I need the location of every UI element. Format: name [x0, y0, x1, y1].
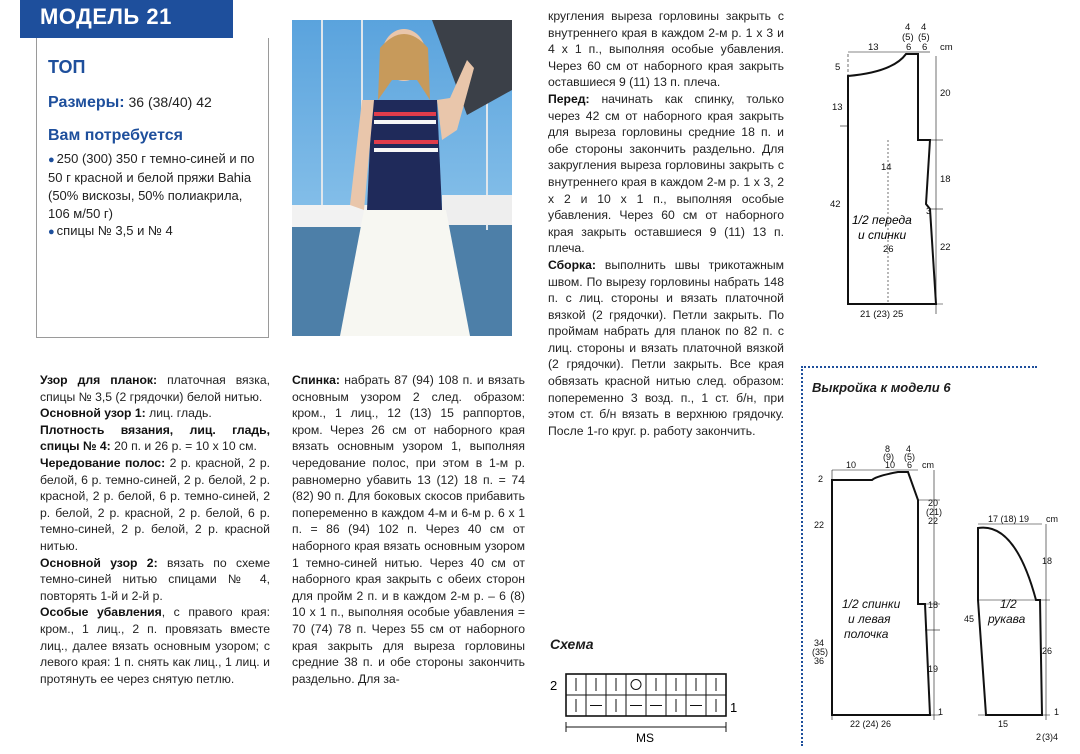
svg-text:13: 13 [868, 42, 879, 53]
svg-text:6: 6 [906, 42, 912, 53]
svg-text:14: 14 [881, 162, 892, 173]
svg-text:(21): (21) [926, 507, 943, 517]
schema-title: Схема [550, 636, 594, 652]
svg-text:19: 19 [928, 664, 939, 674]
paragraph: Основной узор 2: вязать по схеме темно-синей нитью спицами № 4, повторять 1-й и 2-й р. [40, 555, 270, 603]
svg-text:10: 10 [885, 460, 896, 470]
pattern6-title: Выкройка к модели 6 [812, 380, 951, 395]
svg-text:22 (24) 26: 22 (24) 26 [850, 719, 892, 729]
left-text-column [40, 372, 270, 687]
right-text-column [548, 8, 784, 439]
svg-text:21 (23) 25: 21 (23) 25 [860, 309, 904, 320]
svg-text:4: 4 [905, 22, 911, 33]
material-item: ● спицы № 3,5 и № 4 [48, 223, 173, 238]
svg-text:(5): (5) [902, 32, 914, 43]
svg-text:1/2 переда: 1/2 переда [852, 213, 912, 227]
svg-text:(35): (35) [812, 647, 829, 657]
svg-text:рукава: рукава [988, 612, 1026, 626]
svg-text:(5): (5) [918, 32, 930, 43]
svg-text:36: 36 [814, 656, 825, 666]
svg-text:26: 26 [1042, 646, 1053, 656]
paragraph: Особые убавления, с правого края: кром., 1 лиц., 2 п. провязать вместе лиц., далее вязать основным узором; с левого края: 1 п. снять как лиц., 1 лиц. и протянуть ее через снятую петлю. [40, 605, 270, 686]
svg-text:18: 18 [928, 600, 939, 610]
svg-text:2: 2 [1036, 732, 1042, 742]
row-label: 1 [730, 700, 738, 715]
sizes-label: Размеры: [48, 94, 125, 111]
svg-text:22: 22 [940, 242, 951, 253]
svg-text:(9): (9) [883, 452, 894, 462]
separator [801, 366, 1037, 368]
pattern-diagram-model6 [810, 440, 1070, 752]
paragraph: Узор для планок: платочная вязка, спицы № 3,5 (2 грядочки) белой нитью. [40, 373, 270, 404]
svg-text:13: 13 [832, 102, 843, 113]
svg-text:(5): (5) [904, 452, 915, 462]
pattern-outline [848, 54, 936, 304]
svg-text:18: 18 [940, 174, 951, 185]
model-title: МОДЕЛЬ 21 [40, 4, 172, 29]
paragraph: Основной узор 1: лиц. гладь. [40, 406, 212, 421]
svg-text:1/2: 1/2 [1000, 597, 1017, 611]
svg-text:26: 26 [883, 244, 894, 255]
paragraph: Перед: начинать как спинку, только через 42 см от наборного края закрыть для выреза горловины средние 18 п. и обе стороны закончить раздельно. Для закругления выреза горловины закрыть с внутреннего края в каждом 2-м р. 1 х 3, 2 х 2 и 10 х 1 п., выполняя особые убавления. Через 60 см от наборного края закрыть оставшиеся 9 (11) 13 п. плеча. [548, 91, 784, 256]
svg-text:4: 4 [1053, 732, 1059, 742]
paragraph: Чередование полос: 2 р. красной, 2 р. белой, 6 р. темно-синей, 2 р. белой, 2 р. красной, 2 р. белой, 6 р. темно-синей, 2 р. белой, 2 р. красной, 2 р. белой, 6 р. темно-синей, 2 р. белой, 2 р. красной нитью. [40, 455, 271, 553]
svg-text:3: 3 [926, 206, 932, 217]
svg-text:и спинки: и спинки [858, 228, 907, 242]
svg-text:17 (18) 19: 17 (18) 19 [988, 514, 1030, 524]
svg-text:42: 42 [830, 199, 841, 210]
row-label: 2 [550, 678, 558, 693]
middle-text-column [292, 372, 525, 687]
svg-text:4: 4 [906, 444, 912, 454]
svg-text:22: 22 [814, 520, 825, 530]
photo-illustration [292, 20, 512, 336]
item-title: ТОП [48, 57, 86, 77]
material-item: ● 250 (300) 350 г темно-синей и по 50 г красной и белой пряжи Bahia (50% вискозы, 50% полиакрила, 106 м/50 г) [48, 151, 255, 221]
sizes-line [48, 94, 212, 112]
model-photo [292, 20, 512, 336]
svg-text:cm: cm [922, 460, 934, 470]
svg-text:и левая: и левая [848, 612, 891, 626]
svg-text:5: 5 [835, 62, 841, 73]
materials-heading: Вам потребуется [48, 127, 183, 144]
svg-text:2: 2 [818, 474, 824, 484]
svg-text:20: 20 [940, 88, 951, 99]
knitting-chart [548, 660, 748, 750]
svg-text:15: 15 [998, 719, 1009, 729]
separator [801, 366, 803, 746]
svg-text:1: 1 [1054, 707, 1060, 717]
paragraph: кругления выреза горловины закрыть с внутреннего края в каждом 2-м р. 1 х 3 и 4 х 1 п., выполняя особые убавления. Через 60 см от наборного края закрыть оставшиеся 9 (11) 13 п. плеча. [548, 9, 784, 90]
svg-text:4: 4 [921, 22, 927, 33]
svg-text:полочка: полочка [844, 627, 889, 641]
svg-text:45: 45 [964, 614, 975, 624]
chart-grid [566, 674, 726, 732]
svg-text:cm: cm [940, 42, 953, 53]
paragraph: Плотность вязания, лиц. гладь, спицы № 4: 20 п. и 26 р. = 10 х 10 см. [40, 422, 270, 454]
svg-text:20: 20 [928, 498, 939, 508]
svg-text:cm: cm [1046, 514, 1058, 524]
svg-text:1/2 спинки: 1/2 спинки [842, 597, 901, 611]
svg-text:6: 6 [922, 42, 928, 53]
svg-text:22: 22 [928, 516, 939, 526]
paragraph: Сборка: выполнить швы трикотажным швом. По вырезу горловины набрать 148 п. с лиц. стороны и вязать платочной вязкой (2 грядочки). Петли закрыть. По проймам набрать для планок по 82 п. с лиц. стороны и вязать платочной вязкой (2 грядочки). Петли закрыть. Все края обвязать красной нитью след. образом: попеременно 3 возд. п., 1 ст. б/н, при этом ст. б/н вязать в верхнюю грядочку. После 1-го круг. р. работу закончить. [548, 257, 784, 438]
svg-text:1: 1 [938, 707, 944, 717]
paragraph: Спинка: набрать 87 (94) 108 п. и вязать основным узором 2 след. образом: кром., 1 лиц., 12 (13) 15 раппортов, кром. Через 26 см от наборного края вязать основным узором 1, выполняя чередование полос, при этом в 1-м р. равномерно убавить 13 (12) 18 п. = 74 (82) 90 п. Для боковых скосов прибавить попеременно в каждом 4-м и 6-м р. 6 х 1 п. = 86 (94) 102 п. Через 40 см от наборного края вязать основным узором 1 темно-синей нитью. Через 40 см от наборного края закрыть с обеих сторон для пройм 2 п. и в каждом 2-м р. – 6 (8) 10 х 1 п., выполняя особые убавления = 70 (74) 78 п. Через 55 см от наборного края закрыть для выреза горловины средние 38 п. и обе стороны закончить раздельно. Для за- [292, 373, 525, 686]
svg-text:18: 18 [1042, 556, 1053, 566]
svg-text:10: 10 [846, 460, 857, 470]
svg-text:34: 34 [814, 638, 825, 648]
sizes-value: 36 (38/40) 42 [124, 94, 212, 110]
pattern-diagram-front-back [818, 14, 963, 326]
bullet-icon: ● [48, 154, 55, 166]
svg-text:6: 6 [907, 460, 913, 470]
ms-label: MS [636, 731, 654, 745]
bullet-icon: ● [48, 226, 55, 238]
svg-text:8: 8 [885, 444, 891, 454]
svg-text:(3): (3) [1042, 732, 1053, 742]
body-outline [832, 472, 930, 715]
